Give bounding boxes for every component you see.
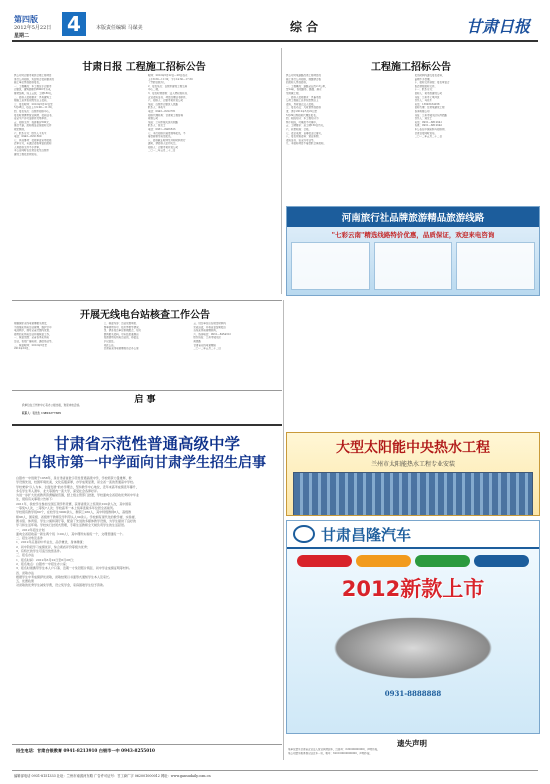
footer-text: 编辑部电话 0931-8151333 社址：兰州市南滨河东路 广告许可证号：甘工商广字 062001000012 网址：www.gansudaily.com.cn xyxy=(14,774,211,778)
page-label: 第四版 xyxy=(14,14,38,24)
travel-ad[interactable] xyxy=(286,206,540,296)
page-number-box xyxy=(62,12,86,36)
masthead-divider xyxy=(12,40,538,42)
school-top-rule xyxy=(12,424,282,426)
left-notice-body: 我公司对白银市某综合楼工程项目 进行公开招标，欢迎符合资质要求的 施工单位参加投标报名。 一、工程概况：本工程位于白银市 白银区，建筑面积约8000平方米， 框架结构，地上五层，工期180天。 二、投标人资格要求：具有建筑工 程施工总承包叁级及以上资质。 三、报名时间：2012年5月22日至 5月28日，每日上午9:00—11:30。 四、报名地点：白银市招标中心。 报名时须携带营业执照、资质证书、 安全生产许可证原件及复印件。 五、招标文件：每套售价500元， 售后不退。投标保证金按招标文件 规定缴纳。 六、联系方式：联系人王先生 电话：0943—8221560 七、其他事项：资格审查采用资格 后审方式，未通过资格审查的投标 人其投标文件不予评审。 本公告同时在甘肃日报及白银市 建设工程信息网发布。 时间：2012年5月22日—28日每天 上午8:30—11:30，下午14:30—17:30 （节假日除外）。 2．报名地点：白银市建设工程交易 中心二楼。 3．报名时须提供：法人授权委托书、 企业资质证书、项目经理证书原件。 六、招标人：白银市某开发公司 地址：白银市白银区人民路 联系人：李先生 电话：0943—8222781 招标代理机构：甘肃某工程咨询 有限公司 地址：兰州市城关区庆阳路 联系人：张女士 电话：0931—8466523 七、本次招标只接受现场报名，不 接受邮寄及电话报名。 八、投标截止时间及开标时间另行 通知，请投标人密切关注。 招标人：白银市某开发公司 二〇一二年五月二十二日 xyxy=(14,74,193,157)
travel-ad-subline: "七彩云南"精选线路特价优惠，品质保证，欢迎来电咨询 xyxy=(331,231,495,239)
page-number: 4 xyxy=(67,12,81,36)
qishi-contact: 联系人：毛先生 13893277389 xyxy=(22,412,61,415)
section-title: 综 合 xyxy=(290,20,319,34)
car-ad-brand: 甘肃昌隆汽车 xyxy=(321,525,412,544)
travel-ad-route-list xyxy=(291,242,535,290)
qishi-body: 我单位在兰州市中心有办公楼出租，欢迎来电洽谈。 xyxy=(22,404,82,407)
school-title-line2: 白银市第一中学面向甘肃学生招生启事 xyxy=(28,455,266,471)
editors-line: 本版责任编辑 马谋美 xyxy=(96,25,143,31)
car-ad-header xyxy=(287,521,539,549)
issue-weekday: 星期二 xyxy=(14,33,30,39)
solar-ad[interactable] xyxy=(286,432,540,516)
column-divider-top xyxy=(281,48,282,294)
car-ad-phone: 0931-8888888 xyxy=(384,689,442,698)
school-body: 白银市一中创建于1958年，是甘肃省首批示范性普通高级中学，学校师资力量雄厚，教 学设施先进，校园环境优美，文化底蕴深厚，办学成果显著，是全省一流的普通高中学校。 学校秉承"以人为本、全面发展"的办学理念，坚持教学中心地位，近年来高考成绩连年攀升， 多名学生考入清华、北大等国内一流大学，深受社会各界好评。 为进一步扩大优质教育资源辐射范围，经上级主管部门批准，学校面向全省招收优秀初中毕业 生，现将有关事项公告如下： 2011年，我校学生参加全国五项学科竞赛，获得省级以上奖项共100余人次，其中国家 一等奖5人次，二等奖7人次；学校高考一本上线率连续多年位居全省前列。 学校现有教学班60个，在校学生3000余人，教职工260人，其中特级教师8人，高级教 师98人，国家级、省级骨干教师及学科带头人30余人。学校拥有现代化的教学楼、实验楼、 图书馆、体育馆、学生公寓和餐厅等，配备了先进的多媒体教学设施，为学生提供了良好的 学习和生活环境。学校实行封闭式管理，专职生活教师全天候负责学生的生活起居。 一、2012年招生计划 面向全省招收高一新生两个班（100人），其中理科实验班一个，文理普通班一个。 二、招生对象及条件 1．2012年应届初中毕业生，品学兼优，身体健康； 2．初中阶段学习成绩优异，综合素质评价等级为优秀； 3．有特长的学生可适当放宽条件。 三、报名办法 1．报名时间：2012年6月22日至6月28日； 2．报名地点：白银市一中招生办公室； 3．报名时须携带学生本人户口簿、近期一寸免冠照片两张、初中学业成绩证明等材料。 四、录取办法 根据学生中考成绩择优录取，录取结果以书面形式通知学生本人及家长。 五、优惠政策 对录取的优秀学生减免学费，设立奖学金，家庭困难学生给予资助。 xyxy=(16,476,140,588)
car-logo-icon xyxy=(293,525,315,543)
column-divider-bottom xyxy=(283,300,284,760)
qishi-title: 启 事 xyxy=(134,395,156,405)
lost-statement-title: 遗失声明 xyxy=(397,739,427,748)
issue-date: 2012年5月22日 xyxy=(14,25,52,31)
wireless-notice-title: 开展无线电台站核查工作公告 xyxy=(80,310,210,321)
school-title-line1: 甘肃省示范性普通高级中学 xyxy=(53,434,240,453)
car-ad[interactable] xyxy=(286,520,540,734)
section-divider-2 xyxy=(12,390,282,391)
solar-ad-brand: 大型太阳能中央热水工程 xyxy=(336,440,490,456)
solar-ad-subline: 兰州市太阳能热水工程专业安装 xyxy=(370,461,455,468)
school-contact: 招生电话：甘肃白银教育 0941-8213910 白银市一中 0943-8255010 xyxy=(16,748,155,753)
travel-ad-headline: 河南旅行社品牌旅游精品旅游线路 xyxy=(287,207,539,227)
school-bottom-rule xyxy=(12,744,282,745)
car-ad-car-image xyxy=(323,613,503,683)
left-notice-title: 甘肃日报 工程施工招标公告 xyxy=(82,62,206,73)
solar-ad-image xyxy=(293,472,533,516)
footer-rule xyxy=(12,770,538,771)
right-notice-body: 我公司对某道路改造工程项目的 施工进行公开招标，现邀请合格 的投标人参加投标。 一、工程概况：道路全长约2.3公里， 宽24米，包括路基、路面、排水 及附属工程。 二、投标人资格要求：具备市政 公用工程施工总承包贰级以上 资质，具有独立法人资格。 三、报名办法：凡有意参加投标 者，请于2012年5月22日至 5月29日到招标代理处报名。 四、标段划分：本工程划分为 两个标段，可兼投不可兼中。 五、工期要求：总工期150日历天。 六、质量标准：合格。 七、资金来源：自筹资金已落实。 八、报名所需资料：营业执照、 资质证书、安全许可证等。 九、本招标项目不接受联合体投标。 报名时间内递交报名资料， 逾期不予受理。 十、招标文件获取：报名审查合 格后领取招标文件。 十一、联系方式： 招标人：某市政建设公司 地址：兰州市七里河区 联系人：马先生 电话：13993184258 招标代理：甘肃某建设工程 咨询有限公司 地址：兰州市城关区东岗西路 联系人：刘女士 电话：0931—8812641 传真：0931—8812642 本公告在中国采购与招标网、 甘肃日报同时发布。 二〇一二年五月二十二日 xyxy=(286,74,450,146)
paper-name-logo: 甘肃日报 xyxy=(466,17,531,36)
wireless-notice-body: 根据国家无线电管理相关规定， 为加强无线电台站管理，维护空中 电波秩序，现对全省范围内设置、 使用的无线电台站开展核查工作。 一、核查范围：全省各类无线电 台站，包括广播电视、通信基站等。 二、核查时间：2012年5月至 2012年10月。 三、核查内容：台站设置审批、 频率使用许可、技术参数等情况。 四、请各设台单位积极配合，如实 提供相关资料。对未经批准擅自 设置使用无线电台站的，将依法 予以查处。 特此公告。 甘肃省无线电管理委员会办公室 五、设台单位应在规定时间内 完成自查，并将自查结果报送 当地无线电管理机构。 六、咨询电话：0931—8454312 联系地址：兰州市城关区 南昌路 甘肃省无线电管理局 二〇一二年五月二十二日 xyxy=(14,322,231,351)
car-ad-headline: 2012新款上市 xyxy=(341,577,485,601)
right-notice-title: 工程施工招标公告 xyxy=(371,62,451,73)
car-ad-promo-bar xyxy=(297,555,529,567)
lost-statement-body: 某单位遗失甘肃省企业法人营业执照副本，注册号：620000000000，声明作废。 某公司遗失税务登记证正本一份，税号：620100000000000，声明作废。 xyxy=(288,748,380,755)
section-divider-1 xyxy=(12,300,282,301)
